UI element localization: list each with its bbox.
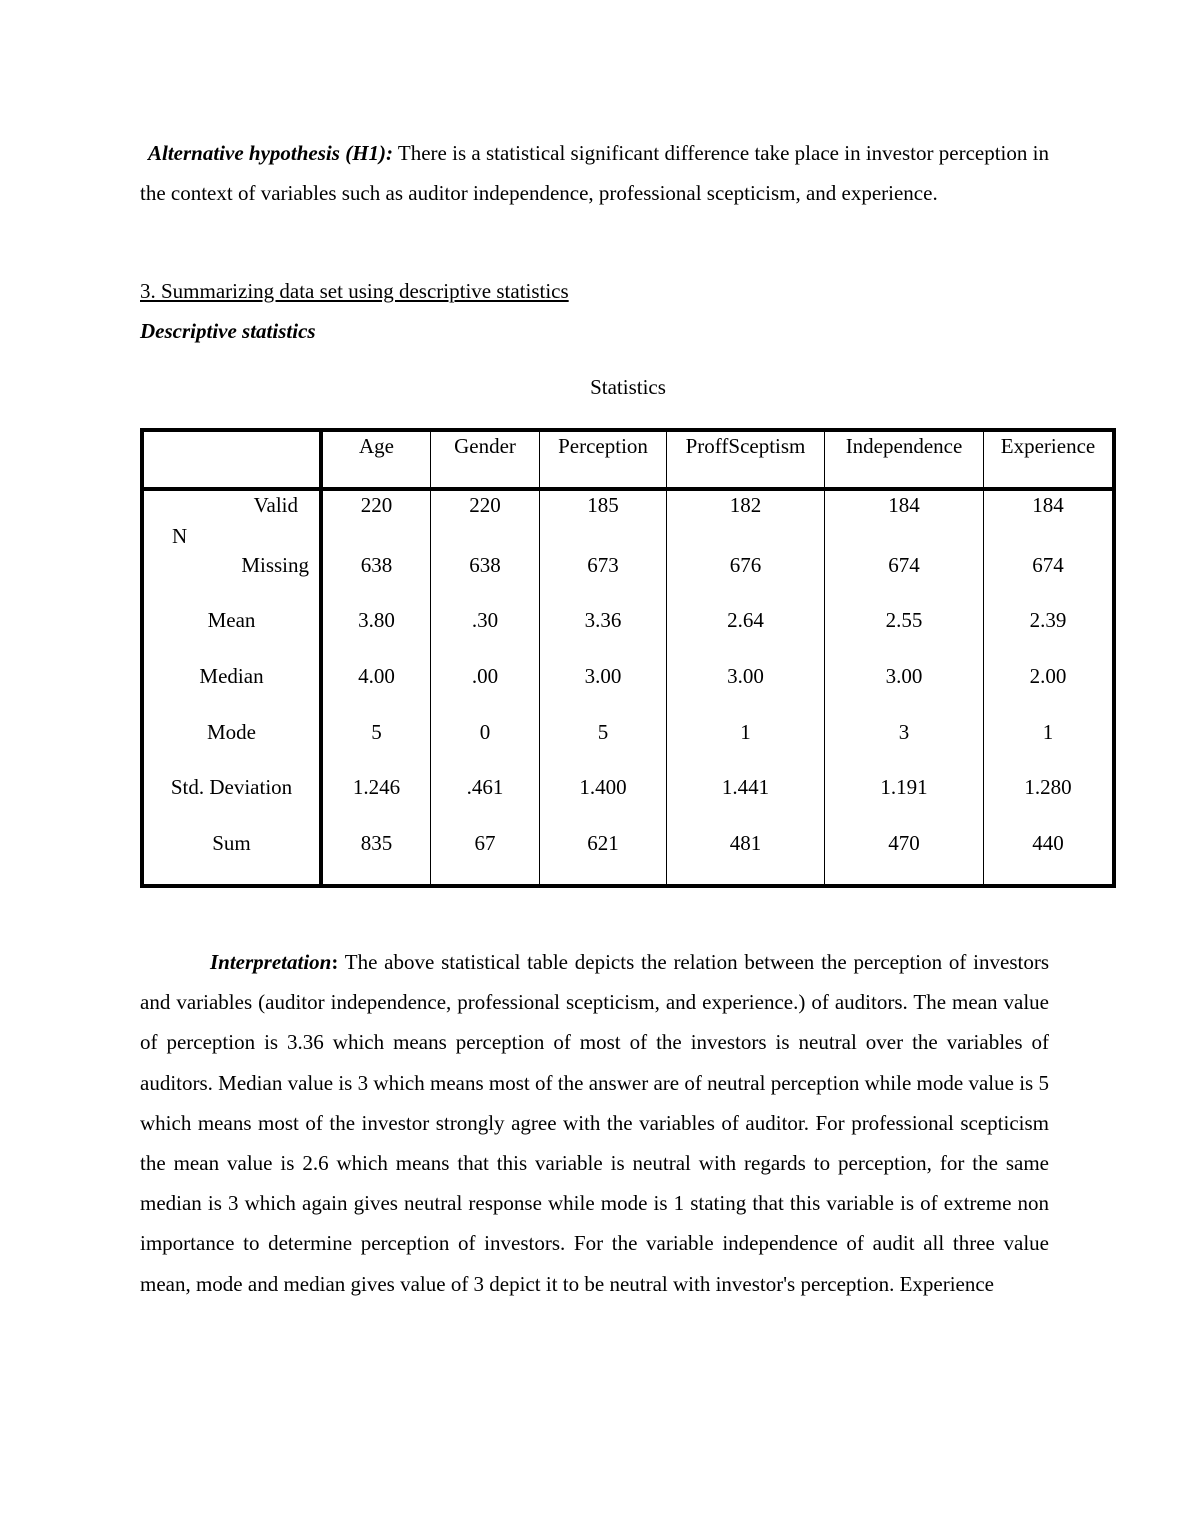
table-cell: 5 — [597, 720, 609, 744]
row-label-mean: Mean — [207, 608, 256, 632]
interpretation-paragraph — [140, 942, 1049, 1304]
table-cell: 3.36 — [584, 608, 622, 632]
table-cell: 184 — [1032, 493, 1064, 517]
table-cell: 835 — [360, 831, 393, 855]
column-header: Independence — [845, 434, 963, 458]
subheading: Descriptive statistics — [140, 319, 316, 343]
column-header: Age — [359, 434, 394, 458]
n-group-label: N — [172, 524, 188, 548]
column-header: Perception — [558, 434, 648, 458]
table-cell: 2.00 — [1029, 664, 1067, 688]
table-border-bottom — [140, 884, 1116, 888]
table-cell: 1 — [740, 720, 751, 744]
hypothesis-label: Alternative hypothesis (H1): — [148, 141, 394, 165]
table-cell: 3.00 — [584, 664, 622, 688]
table-cell: 220 — [469, 493, 501, 517]
table-cell: 638 — [469, 553, 501, 577]
table-cell: 674 — [1032, 553, 1064, 577]
table-cell: .30 — [471, 608, 499, 632]
table-cell: 4.00 — [358, 664, 395, 688]
hypothesis-paragraph — [140, 133, 1049, 213]
table-cell: 1.191 — [880, 775, 928, 799]
interpretation-colon: : — [331, 950, 339, 974]
table-cell: 3.00 — [727, 664, 764, 688]
table-cell: 1.246 — [352, 775, 401, 799]
column-header: Gender — [454, 434, 516, 458]
table-cell: 481 — [729, 831, 762, 855]
table-cell: .461 — [466, 775, 504, 799]
hypothesis-text: There is a statistical significant difference take place in investor perception in the context of variables such as auditor independence, professional scepticism, and experience. — [140, 141, 1049, 206]
table-cell: 67 — [474, 831, 496, 855]
table-cell: 184 — [888, 493, 920, 517]
table-border-right — [1112, 428, 1116, 888]
interpretation-label: Interpretation — [210, 950, 332, 974]
table-cell: 5 — [371, 720, 382, 744]
section-heading: 3. Summarizing data set using descriptive statistics — [140, 279, 569, 303]
table-cell: 676 — [729, 553, 762, 577]
table-cell: 185 — [587, 493, 619, 517]
table-caption: Statistics — [590, 375, 666, 399]
row-label-std-deviation: Std. Deviation — [170, 775, 293, 799]
table-cell: 470 — [888, 831, 920, 855]
table-cell: 1.441 — [721, 775, 770, 799]
table-cell: 2.55 — [885, 608, 923, 632]
interpretation-text: The above statistical table depicts the relation between the perception of investors and variables (auditor independence, professional scepticism, and experience.) of auditors. The mean value of perception is 3.36 which means perception of most of the investors is neutral over the variables of auditors. Median value is 3 which means most of the answer are of neutral perception while mode value is 5 which means most of the investor strongly agree with the variables of auditor. For professional scepticism the mean value is 2.6 which means that this variable is neutral with regards to perception, for the same median is 3 which again gives neutral response while mode is 1 stating that this variable is of extreme non importance to determine perception of investors. For the variable independence of audit all three value mean, mode and median gives value of 3 depict it to be neutral with investor's perception. Experience — [140, 950, 1049, 1296]
table-cell: 2.64 — [727, 608, 764, 632]
column-header: ProffSceptism — [685, 434, 806, 458]
table-cell: 440 — [1032, 831, 1064, 855]
table-cell: 3 — [898, 720, 910, 744]
table-cell: 220 — [360, 493, 393, 517]
table-cell: 673 — [587, 553, 619, 577]
column-header: Experience — [1000, 434, 1096, 458]
table-cell: 621 — [587, 831, 619, 855]
row-label-valid: Valid — [253, 493, 298, 517]
table-cell: 1.280 — [1024, 775, 1072, 799]
row-label-sum: Sum — [212, 831, 251, 855]
row-label-missing: Missing — [241, 553, 309, 577]
table-cell: 1.400 — [579, 775, 627, 799]
table-cell: 2.39 — [1029, 608, 1067, 632]
table-cell: 638 — [360, 553, 393, 577]
row-label-mode: Mode — [207, 720, 256, 744]
table-cell: 1 — [1042, 720, 1054, 744]
table-cell: 3.80 — [358, 608, 395, 632]
table-cell: 0 — [479, 720, 491, 744]
table-cell: 674 — [888, 553, 920, 577]
statistics-table — [140, 428, 1116, 888]
row-label-median: Median — [199, 664, 264, 688]
table-cell: 182 — [729, 493, 762, 517]
table-cell: 3.00 — [885, 664, 923, 688]
table-cell: .00 — [471, 664, 499, 688]
